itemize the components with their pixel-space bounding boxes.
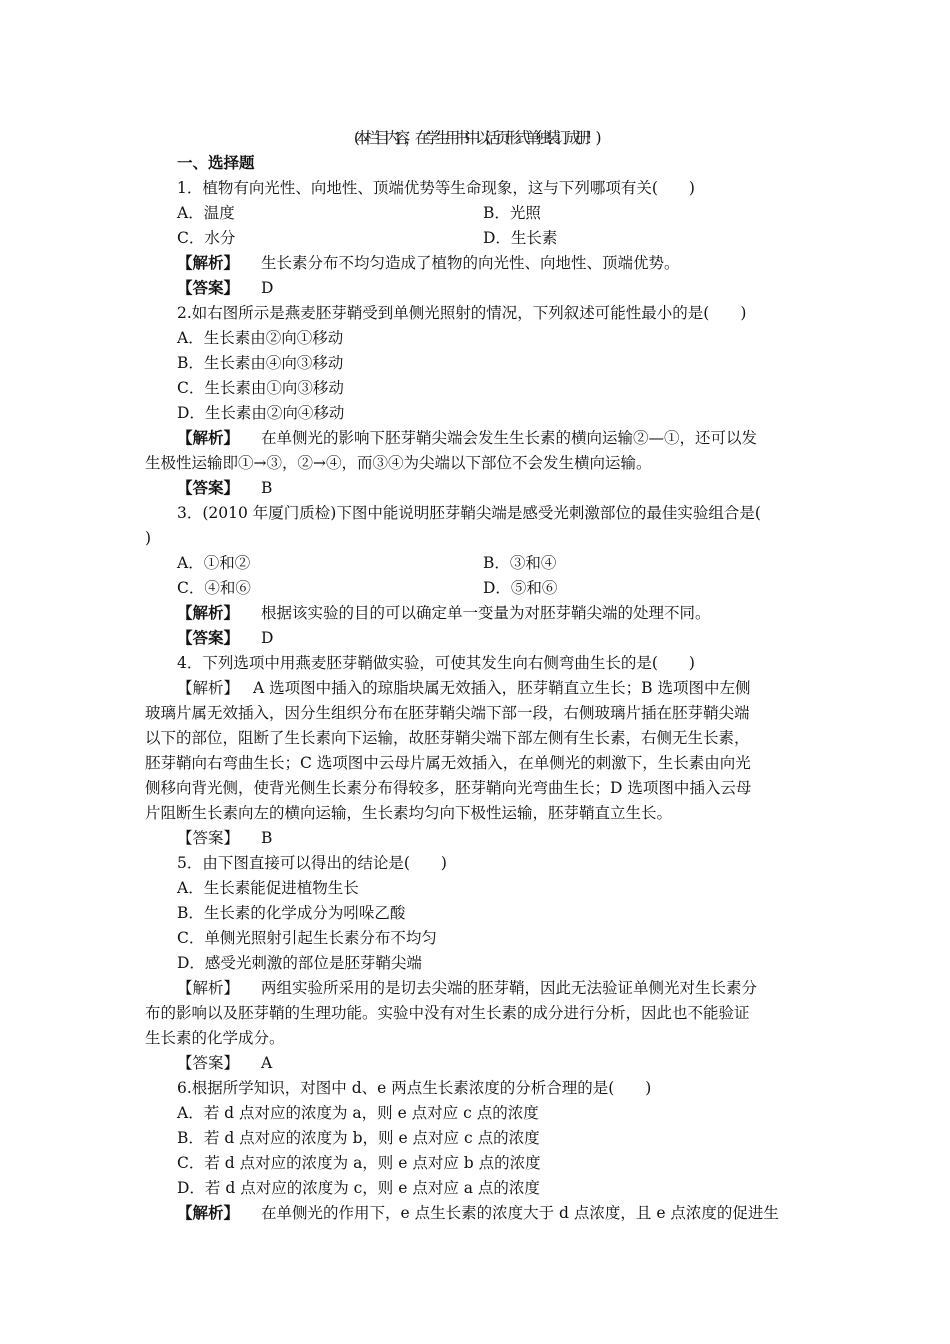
q2-analysis-text: 在单侧光的影响下胚芽鞘尖端会发生生长素的横向运输②—①，还可以发 [261, 429, 758, 447]
analysis-label: 【解析】 [177, 603, 240, 622]
q2-analysis-line1 [177, 428, 757, 448]
q5-analysis-line2: 布的影响以及胚芽鞘的生理功能。实验中没有对生长素的成分进行分析，因此也不能验证 [145, 1004, 750, 1022]
q1-answer-value: D [261, 279, 274, 297]
q3-analysis-text: 根据该实验的目的可以确定单一变量为对胚芽鞘尖端的处理不同。 [261, 604, 711, 622]
answer-label: 【答案】 [177, 829, 240, 847]
q3-option-d: D．⑤和⑥ [483, 579, 558, 597]
analysis-label: 【解析】 [177, 428, 240, 447]
q1-analysis-text: 生长素分布不均匀造成了植物的向光性、向地性、顶端优势。 [261, 254, 680, 272]
q2-option-a: A．生长素由②向①移动 [177, 329, 344, 347]
q4-analysis-line5: 侧移向背光侧，使背光侧生长素分布得较多，胚芽鞘向光弯曲生长；D 选项图中插入云母 [145, 779, 752, 797]
q2-analysis-line2: 生极性运输即①→③，②→④，而③④为尖端以下部位不会发生横向运输。 [145, 454, 652, 472]
q1-option-c: C．水分 [177, 229, 236, 247]
q5-stem: 5．由下图直接可以得出的结论是( ) [177, 854, 447, 872]
section-title: 一、选择题 [177, 153, 255, 172]
q6-analysis-line1 [177, 1203, 779, 1223]
q3-analysis [177, 603, 711, 623]
answer-label: 【答案】 [177, 478, 240, 497]
header-note: (本栏目内容，在学生用书中以活页形式单独装订成册！) [353, 129, 597, 147]
q1-option-b: B．光照 [483, 204, 541, 222]
q5-answer-value: A [261, 1054, 273, 1072]
analysis-label: 【解析】 [177, 1203, 240, 1222]
q5-option-c: C．单侧光照射引起生长素分布不均匀 [177, 929, 437, 947]
q4-analysis-line4: 胚芽鞘向右弯曲生长；C 选项图中云母片属无效插入，在单侧光的刺激下，生长素由向光 [145, 754, 751, 772]
q4-analysis-line1 [177, 678, 750, 698]
q5-answer [177, 1053, 272, 1073]
q5-option-d: D．感受光刺激的部位是胚芽鞘尖端 [177, 954, 422, 972]
q5-analysis-line3: 生长素的化学成分。 [145, 1029, 285, 1047]
q2-option-c: C．生长素由①向③移动 [177, 379, 344, 397]
q5-analysis-line1 [177, 978, 757, 998]
q3-answer-value: D [261, 629, 274, 647]
q6-option-d: D．若 d 点对应的浓度为 c，则 e 点对应 a 点的浓度 [177, 1179, 540, 1197]
q4-analysis-text: A 选项图中插入的琼脂块属无效插入，胚芽鞘直立生长；B 选项图中左侧 [253, 679, 751, 697]
q2-stem: 2.如右图所示是燕麦胚芽鞘受到单侧光照射的情况，下列叙述可能性最小的是( ) [177, 304, 747, 322]
q3-answer [177, 628, 273, 648]
q4-answer [177, 828, 272, 848]
q3-stem-line2: ) [145, 529, 152, 547]
q5-option-b: B．生长素的化学成分为吲哚乙酸 [177, 904, 406, 922]
q1-option-a: A．温度 [177, 204, 235, 222]
q3-option-c: C．④和⑥ [177, 579, 251, 597]
q2-option-b: B．生长素由④向③移动 [177, 354, 344, 372]
q3-option-a: A．①和② [177, 554, 251, 572]
q5-analysis-text: 两组实验所采用的是切去尖端的胚芽鞘，因此无法验证单侧光对生长素分 [261, 979, 758, 997]
q4-analysis-line3: 以下的部位，阻断了生长素向下运输，故胚芽鞘尖端下部左侧有生长素，右侧无生长素， [145, 729, 750, 747]
q4-analysis-line6: 片阻断生长素向左的横向运输，生长素均匀向下极性运输，胚芽鞘直立生长。 [145, 804, 673, 822]
q2-option-d: D．生长素由②向④移动 [177, 404, 345, 422]
analysis-label: 【解析】 [177, 979, 240, 997]
analysis-label: 【解析】 [177, 253, 240, 272]
q1-analysis [177, 253, 680, 273]
q3-stem-line1: 3．(2010 年厦门质检)下图中能说明胚芽鞘尖端是感受光刺激部位的最佳实验组合是( [177, 504, 761, 522]
q4-answer-value: B [261, 829, 273, 847]
analysis-label: 【解析】 [177, 679, 240, 697]
q2-answer [177, 478, 272, 498]
q1-answer [177, 278, 273, 298]
answer-label: 【答案】 [177, 1054, 240, 1072]
q4-analysis-line2: 玻璃片属无效插入，因分生组织分布在胚芽鞘尖端下部一段，右侧玻璃片插在胚芽鞘尖端 [145, 704, 750, 722]
q6-analysis-text: 在单侧光的作用下，e 点生长素的浓度大于 d 点浓度，且 e 点浓度的促进生 [261, 1204, 779, 1222]
q1-stem: 1．植物有向光性、向地性、顶端优势等生命现象，这与下列哪项有关( ) [177, 179, 695, 197]
q2-answer-value: B [261, 479, 273, 497]
answer-label: 【答案】 [177, 278, 240, 297]
q5-option-a: A．生长素能促进植物生长 [177, 879, 359, 897]
q4-stem: 4．下列选项中用燕麦胚芽鞘做实验，可使其发生向右侧弯曲生长的是( ) [177, 654, 695, 672]
q6-option-c: C．若 d 点对应的浓度为 a，则 e 点对应 b 点的浓度 [177, 1154, 541, 1172]
answer-label: 【答案】 [177, 628, 240, 647]
q6-stem: 6.根据所学知识，对图中 d、e 两点生长素浓度的分析合理的是( ) [177, 1079, 652, 1097]
q1-option-d: D．生长素 [483, 229, 558, 247]
q6-option-b: B．若 d 点对应的浓度为 b，则 e 点对应 c 点的浓度 [177, 1129, 540, 1147]
q3-option-b: B．③和④ [483, 554, 557, 572]
q6-option-a: A．若 d 点对应的浓度为 a，则 e 点对应 c 点的浓度 [177, 1104, 539, 1122]
